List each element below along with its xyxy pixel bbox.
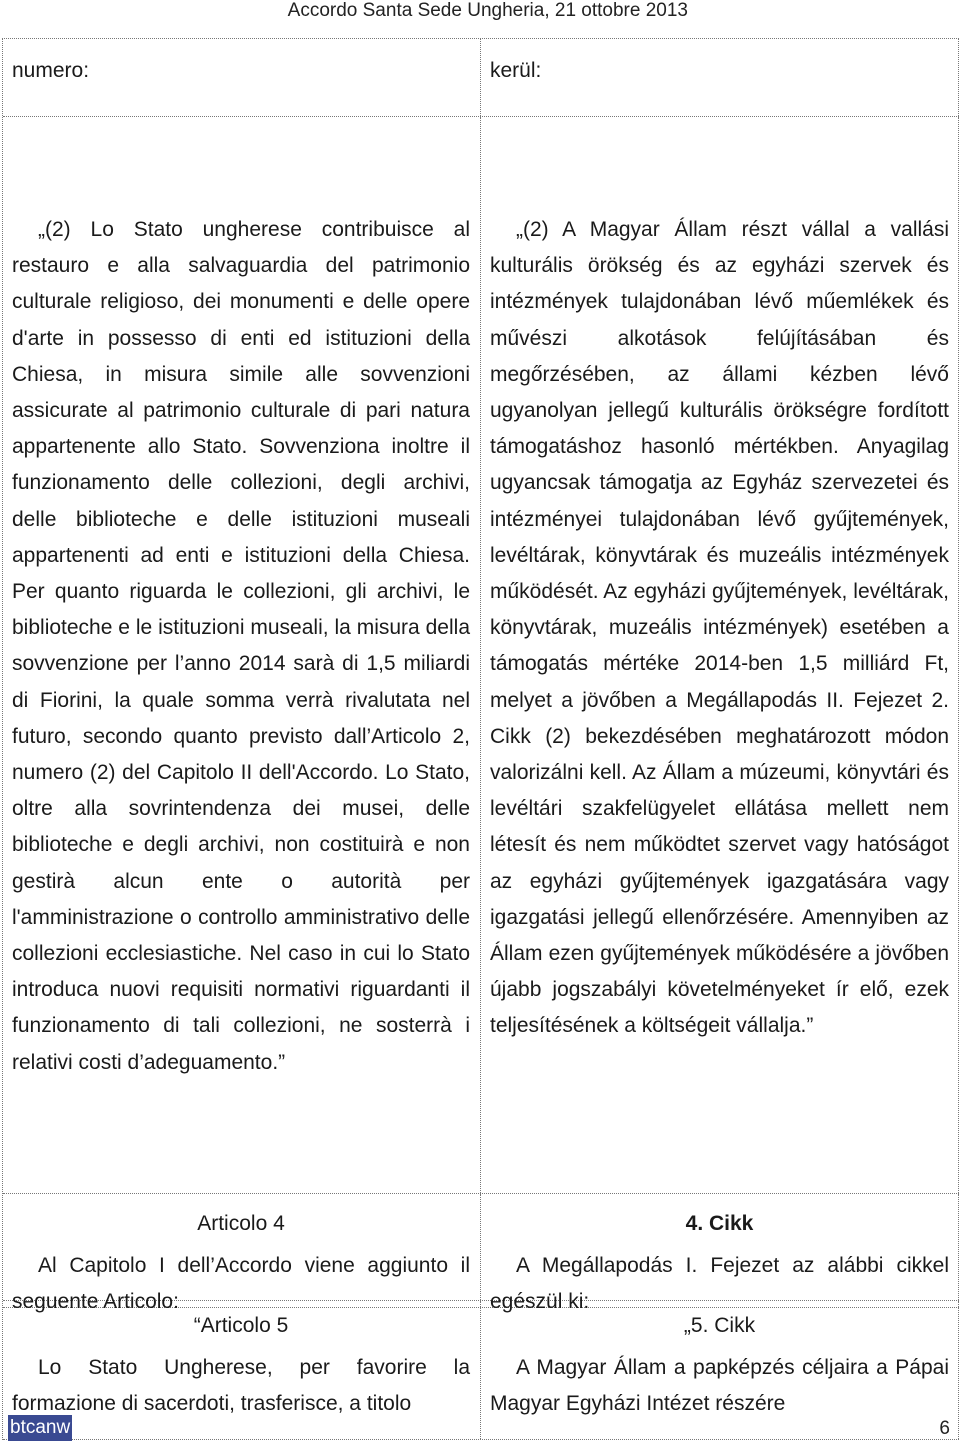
cell-left: numero: — [3, 39, 481, 116]
article-title: “Articolo 5 — [193, 1314, 289, 1337]
cell-left — [3, 1308, 481, 1439]
cell-left — [3, 117, 481, 1193]
cell-right — [481, 117, 959, 1193]
table-row — [3, 117, 959, 1194]
footer-tag: btcanw — [8, 1415, 72, 1441]
cell-right — [481, 1194, 959, 1314]
table-row — [3, 1194, 959, 1314]
article-text: Lo Stato Ungherese, per favorire la formazione di sacerdoti, trasferisce, a titolo — [12, 1356, 470, 1416]
cell-right: kerül: — [481, 39, 959, 116]
page-number: 6 — [939, 1418, 950, 1439]
paragraph-hungarian: „(2) A Magyar Állam részt vállal a vallási kulturális örökség és az egyházi szervek és intézmények tulajdonában lévő műemlékek és művészi alkotások felújításában és megőrzésében, az állami kézben lévő ugyanolyan jellegű kulturális örökségre fordított támogatáshoz hasonló mértékben. Anyagilag ugyancsak támogatja az Egyház szervezetei és intézményei tulajdonában lévő gyűjtemények, levéltárak, könyvtárak és muzeális intézmények működését. Az egyházi gyűjtemények, levéltárak, könyvtárak, muzeális intézmények) esetében a támogatás mértéke 2014-ben 1,5 milliárd Ft, melyet a jövőben a Megállapodás II. Fejezet 2. Cikk (2) bekezdésében meghatározott módon valorizálni kell. Az Állam a múzeumi, könyvtári és levéltári szakfelügyelet ellátása mellett nem létesít és nem működtet szervet vagy hatóságot az egyházi gyűjtemények igazgatására vagy igazgatási jellegű ellenőrzésére. Amennyiben az Állam ezen gyűjtemények működésére a jövőben újabb jogszabályi követelményeket ír elő, ezek teljesítésének a költségeit vállalja.” — [490, 218, 949, 1038]
article-title: „5. Cikk — [683, 1314, 756, 1337]
article-title: 4. Cikk — [685, 1212, 754, 1235]
table-spacer — [3, 1301, 959, 1308]
page-header: Accordo Santa Sede Ungheria, 21 ottobre 2013 — [287, 0, 688, 21]
paragraph-italian: „(2) Lo Stato ungherese contribuisce al restauro e alla salvaguardia del patrimonio culturale religioso, dei monumenti e delle opere d'arte in possesso di enti ed istituzioni della Chiesa, in misura simile alle sovvenzioni assicurate al patrimonio culturale di pari natura appartenente allo Stato. Sovvenziona inoltre il funzionamento delle collezioni, degli archivi, delle biblioteche e delle istituzioni museali appartenenti ad enti e istituzioni della Chiesa. Per quanto riguarda le collezioni, gli archivi, le biblioteche e le istituzioni museali, la misura della sovvenzione per l’anno 2014 sarà di 1,5 miliardi di Fiorini, la quale somma verrà rivalutata nel futuro, secondo quanto previsto dall’Articolo 2, numero (2) del Capitolo II dell'Accordo. Lo Stato, oltre alla sovrintendenza dei musei, delle biblioteche e degli archivi, non costituirà e non gestirà alcun ente o autorità per l'amministrazione o controllo amministrativo delle collezioni ecclesiastiche. Nel caso in cui lo Stato introduca nuovi requisiti normativi riguardanti il funzionamento di tali collezioni, ne sosterrà i relativi costi d’adeguamento.” — [12, 218, 470, 1074]
article-text: A Megállapodás I. Fejezet az alábbi cikkel egészül ki: — [490, 1254, 949, 1314]
cell-right — [481, 1308, 959, 1439]
comparison-table — [2, 38, 959, 1440]
article-text: A Magyar Állam a papképzés céljaira a Pápai Magyar Egyházi Intézet részére — [490, 1356, 949, 1416]
table-row — [3, 1308, 959, 1440]
cell-left — [3, 1194, 481, 1314]
article-text: Al Capitolo I dell’Accordo viene aggiunto il seguente Articolo: — [12, 1254, 470, 1314]
spacer-right — [481, 1301, 959, 1307]
article-title: Articolo 4 — [197, 1212, 285, 1235]
table-row — [3, 39, 959, 117]
spacer-left — [3, 1301, 481, 1307]
